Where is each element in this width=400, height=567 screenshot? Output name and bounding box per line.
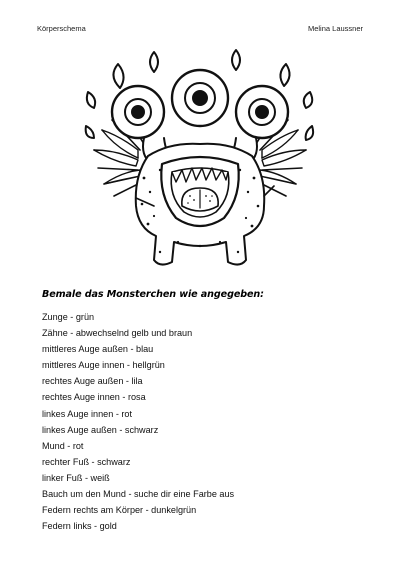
droplet-right-lower [306, 126, 314, 140]
list-item: Federn rechts am Körper - dunkelgrün [42, 505, 197, 516]
list-item: mittleres Auge innen - hellgrün [42, 360, 165, 371]
list-item: Mund - rot [42, 440, 84, 451]
monster-illustration [80, 46, 320, 276]
list-item: Bauch um den Mund - suche dir eine Farbe aus [42, 489, 235, 500]
list-item: linker Fuß - weiß [42, 472, 110, 483]
droplet-left-lower [86, 126, 94, 138]
list-item: rechtes Auge innen - rosa [42, 392, 146, 403]
droplet-side-left [87, 92, 95, 108]
eye-middle [172, 70, 228, 126]
list-item: linkes Auge innen - rot [42, 408, 132, 419]
instructions-title: Bemale das Monsterchen wie angegeben: [42, 289, 264, 300]
droplet-side-right [304, 92, 313, 108]
list-item: rechtes Auge außen - lila [42, 376, 143, 387]
droplet-top-mid [150, 52, 158, 72]
droplet-top-right [280, 64, 289, 86]
droplet-top-left [113, 64, 123, 88]
droplet-top-mid-right [232, 50, 240, 70]
eye-right [236, 86, 288, 138]
list-item: linkes Auge außen - schwarz [42, 424, 159, 435]
header-left-label: Körperschema [37, 24, 86, 33]
list-item: Zunge - grün [42, 312, 95, 322]
header-author-label: Melina Laussner [307, 24, 363, 33]
list-item: Federn links - gold [42, 521, 117, 532]
list-item: mittleres Auge außen - blau [42, 344, 154, 355]
list-item: rechter Fuß - schwarz [42, 456, 131, 467]
instruction-list [42, 309, 234, 534]
list-item: Zähne - abwechselnd gelb und braun [42, 328, 193, 339]
eye-left [112, 86, 164, 138]
